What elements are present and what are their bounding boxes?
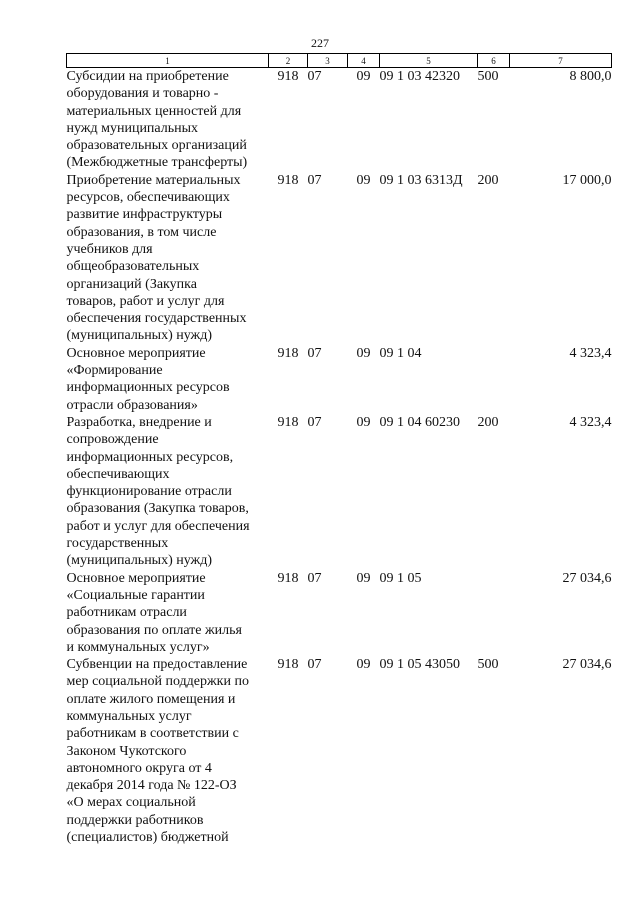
- row-name-line: образовательных организаций: [66, 138, 247, 154]
- target-article-code-cell: 09 1 05 43050: [379, 657, 460, 673]
- row-name-line: сопровождение: [66, 432, 159, 448]
- row-name-line: Субвенции на предоставление: [66, 657, 248, 673]
- row-name-cell: [67, 172, 269, 345]
- department-code-cell: 918: [277, 657, 299, 673]
- table-row: [67, 570, 612, 656]
- row-name-line: «Социальные гарантии: [66, 587, 205, 603]
- table-row: [67, 656, 612, 846]
- department-code-cell: 918: [277, 172, 299, 188]
- header-cell-4: 4: [348, 54, 380, 68]
- row-name-line: ресурсов, обеспечивающих: [66, 190, 230, 206]
- row-name-line: информационных ресурсов,: [66, 449, 234, 465]
- header-cell-6: 6: [478, 54, 510, 68]
- amount-cell: 17 000,0: [562, 172, 612, 188]
- row-name-line: Законом Чукотского: [66, 743, 187, 759]
- row-name-line: Основное мероприятие: [66, 570, 206, 586]
- row-name-line: обеспечивающих: [66, 466, 170, 482]
- section-code-cell: 07: [307, 172, 322, 188]
- target-article-code-cell: 09 1 04 60230: [379, 414, 460, 430]
- amount-cell: 27 034,6: [562, 657, 612, 673]
- table-row: [67, 172, 612, 345]
- section-code-cell: 07: [307, 69, 322, 84]
- row-name-line: государственных: [66, 536, 169, 552]
- target-article-code-cell: 09 1 04: [379, 345, 422, 361]
- row-name-line: оплате жилого помещения и: [66, 691, 236, 707]
- row-name-line: функционирование отрасли: [66, 484, 232, 500]
- row-name-line: поддержки работников: [66, 812, 204, 828]
- subsection-code-cell: 09: [356, 414, 371, 430]
- row-name-line: организаций (Закупка: [66, 276, 197, 292]
- department-code-cell: 918: [277, 69, 299, 84]
- row-name-line: отрасли образования»: [66, 397, 198, 413]
- row-name-line: оборудования и товарно -: [66, 86, 219, 102]
- page-number: 227: [311, 36, 329, 50]
- expense-type-code-cell: 200: [477, 414, 499, 430]
- row-name-line: «О мерах социальной: [66, 795, 196, 811]
- row-name-cell: [67, 68, 269, 172]
- target-article-code-cell: 09 1 05: [379, 570, 422, 586]
- section-code-cell: 07: [307, 570, 322, 586]
- department-code-cell: 918: [277, 345, 299, 361]
- row-name-line: товаров, работ и услуг для: [66, 293, 225, 309]
- row-name-line: общеобразовательных: [66, 259, 200, 275]
- row-name-line: обеспечения государственных: [66, 311, 247, 327]
- expense-type-code-cell: [478, 570, 510, 656]
- row-name-line: Приобретение материальных: [66, 172, 241, 188]
- row-name-line: Субсидии на приобретение: [66, 69, 229, 84]
- row-name-line: образования (Закупка товаров,: [66, 501, 249, 517]
- row-name-line: нужд муниципальных: [66, 120, 199, 136]
- header-row: [67, 54, 612, 68]
- row-name-line: (специалистов) бюджетной: [66, 830, 229, 846]
- subsection-code-cell: 09: [356, 657, 371, 673]
- expense-type-code-cell: 200: [477, 172, 499, 188]
- subsection-code-cell: 09: [356, 345, 371, 361]
- department-code-cell: 918: [277, 570, 299, 586]
- row-name-line: работникам отрасли: [66, 605, 187, 621]
- row-name-line: (муниципальных) нужд): [66, 328, 213, 344]
- amount-cell: 8 800,0: [569, 69, 612, 84]
- header-cell-7: 7: [510, 54, 612, 68]
- row-name-line: Основное мероприятие: [66, 345, 206, 361]
- amount-cell: 27 034,6: [562, 570, 612, 586]
- header-cell-5: 5: [380, 54, 478, 68]
- subsection-code-cell: 09: [356, 172, 371, 188]
- row-name-line: образования по оплате жилья: [66, 622, 242, 638]
- table-row: [67, 68, 612, 172]
- row-name-line: работ и услуг для обеспечения: [66, 518, 250, 534]
- row-name-line: мер социальной поддержки по: [66, 674, 249, 690]
- header-cell-2: 2: [269, 54, 308, 68]
- budget-table: [66, 53, 612, 846]
- expense-type-code-cell: 500: [477, 69, 499, 84]
- row-name-line: образования, в том числе: [66, 224, 217, 240]
- row-name-line: (муниципальных) нужд): [66, 553, 213, 569]
- row-name-line: «Формирование: [66, 363, 163, 379]
- row-name-line: коммунальных услуг: [66, 708, 192, 724]
- row-name-cell: [67, 570, 269, 656]
- header-cell-1: 1: [67, 54, 269, 68]
- row-name-line: Разработка, внедрение и: [66, 414, 212, 430]
- header-cell-3: 3: [308, 54, 348, 68]
- row-name-line: материальных ценностей для: [66, 103, 242, 119]
- subsection-code-cell: 09: [356, 570, 371, 586]
- row-name-line: и коммунальных услуг»: [66, 639, 210, 655]
- subsection-code-cell: 09: [356, 69, 371, 84]
- section-code-cell: 07: [307, 345, 322, 361]
- amount-cell: 4 323,4: [569, 414, 612, 430]
- row-name-line: информационных ресурсов: [66, 380, 230, 396]
- expense-type-code-cell: 500: [477, 657, 499, 673]
- table-row: [67, 345, 612, 414]
- table-row: [67, 414, 612, 570]
- section-code-cell: 07: [307, 414, 322, 430]
- row-name-cell: [67, 345, 269, 414]
- department-code-cell: 918: [277, 414, 299, 430]
- expense-type-code-cell: [478, 345, 510, 414]
- row-name-line: развитие инфраструктуры: [66, 207, 223, 223]
- row-name-line: работникам в соответствии с: [66, 726, 239, 742]
- row-name-line: учебников для: [66, 241, 153, 257]
- target-article-code-cell: 09 1 03 42320: [379, 69, 460, 84]
- row-name-line: автономного округа от 4: [66, 760, 212, 776]
- amount-cell: 4 323,4: [569, 345, 612, 361]
- target-article-code-cell: 09 1 03 6313Д: [379, 172, 463, 188]
- row-name-cell: [67, 414, 269, 570]
- row-name-line: декабря 2014 года № 122-ОЗ: [66, 778, 237, 794]
- section-code-cell: 07: [307, 657, 322, 673]
- row-name-line: (Межбюджетные трансферты): [66, 155, 248, 171]
- row-name-cell: [67, 656, 269, 846]
